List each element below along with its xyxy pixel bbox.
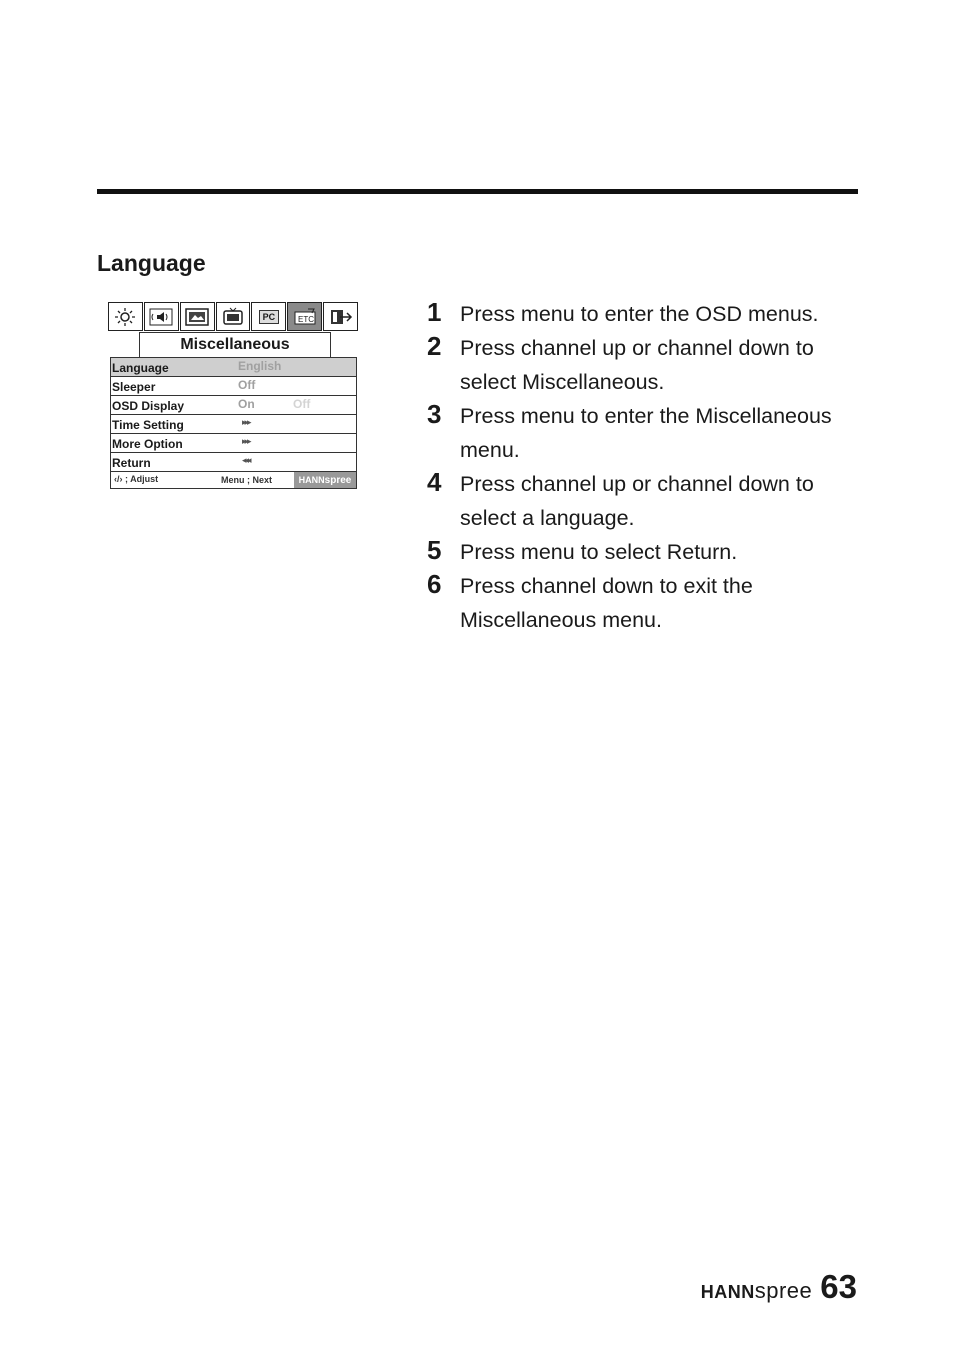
step-6	[426, 569, 866, 637]
step-number: 6	[427, 569, 442, 599]
step-text: Press menu to enter the OSD menus.	[460, 302, 819, 326]
osd-row-label: More Option	[112, 437, 183, 451]
osd-row-sleeper[interactable]	[111, 376, 356, 395]
tv-icon[interactable]	[216, 302, 251, 331]
osd-row-osd-display[interactable]	[111, 395, 356, 414]
miscellaneous-icon[interactable]	[287, 302, 322, 331]
step-text: Press menu to select Return.	[460, 540, 738, 564]
step-3	[426, 399, 866, 467]
osd-menu-table	[110, 357, 357, 489]
instruction-steps	[426, 297, 866, 637]
step-number: 1	[427, 297, 442, 327]
osd-brand-logo: HANNspree	[294, 472, 356, 488]
osd-row-value: Off	[238, 378, 256, 392]
osd-row-value: English	[238, 359, 282, 373]
return-arrow-icon: ◂◂◂	[242, 455, 250, 465]
osd-row-label: OSD Display	[112, 399, 185, 413]
submenu-arrow-icon: ▸▸▸	[242, 436, 250, 446]
osd-row-time-setting[interactable]	[111, 414, 356, 433]
svg-text:ETC: ETC	[297, 314, 314, 324]
step-text: Press menu to enter the Miscellaneous menu.	[460, 404, 832, 462]
step-text: Press channel up or channel down to select a language.	[460, 472, 814, 530]
pc-icon[interactable]: PC	[251, 302, 286, 331]
osd-icon-bar	[108, 302, 359, 331]
osd-row-return[interactable]	[111, 452, 356, 471]
page-number: 63	[820, 1268, 857, 1305]
section-title: Language	[97, 250, 206, 276]
osd-row-value: On	[238, 397, 255, 411]
osd-footer-adjust: ‹/› ; Adjust	[114, 474, 159, 484]
step-number: 3	[427, 399, 442, 429]
exit-icon[interactable]	[323, 302, 358, 331]
top-rule	[97, 189, 858, 194]
osd-title: Miscellaneous	[139, 332, 331, 358]
osd-row-label: Return	[112, 456, 151, 470]
osd-row-language[interactable]	[111, 357, 356, 376]
brightness-icon[interactable]	[108, 302, 143, 331]
osd-row-label: Sleeper	[112, 380, 156, 394]
osd-menu	[108, 302, 359, 486]
step-5	[426, 535, 866, 569]
osd-row-label: Time Setting	[112, 418, 184, 432]
brand-logo: HANNspree	[700, 1278, 813, 1303]
osd-footer	[111, 471, 356, 488]
step-text: Press channel down to exit the Miscellaneous menu.	[460, 574, 753, 632]
submenu-arrow-icon: ▸▸▸	[242, 417, 250, 427]
osd-row-more-option[interactable]	[111, 433, 356, 452]
step-2	[426, 331, 866, 399]
step-number: 2	[427, 331, 442, 361]
osd-footer-nav: Menu ; Next	[221, 475, 273, 485]
step-1	[426, 297, 866, 331]
step-number: 4	[427, 467, 442, 497]
osd-row-value-alt: Off	[293, 397, 311, 411]
audio-icon[interactable]	[144, 302, 179, 331]
page-footer	[701, 1268, 857, 1306]
step-4	[426, 467, 866, 535]
picture-icon[interactable]	[180, 302, 215, 331]
step-text: Press channel up or channel down to select Miscellaneous.	[460, 336, 814, 394]
step-number: 5	[427, 535, 442, 565]
osd-row-label: Language	[112, 361, 169, 375]
